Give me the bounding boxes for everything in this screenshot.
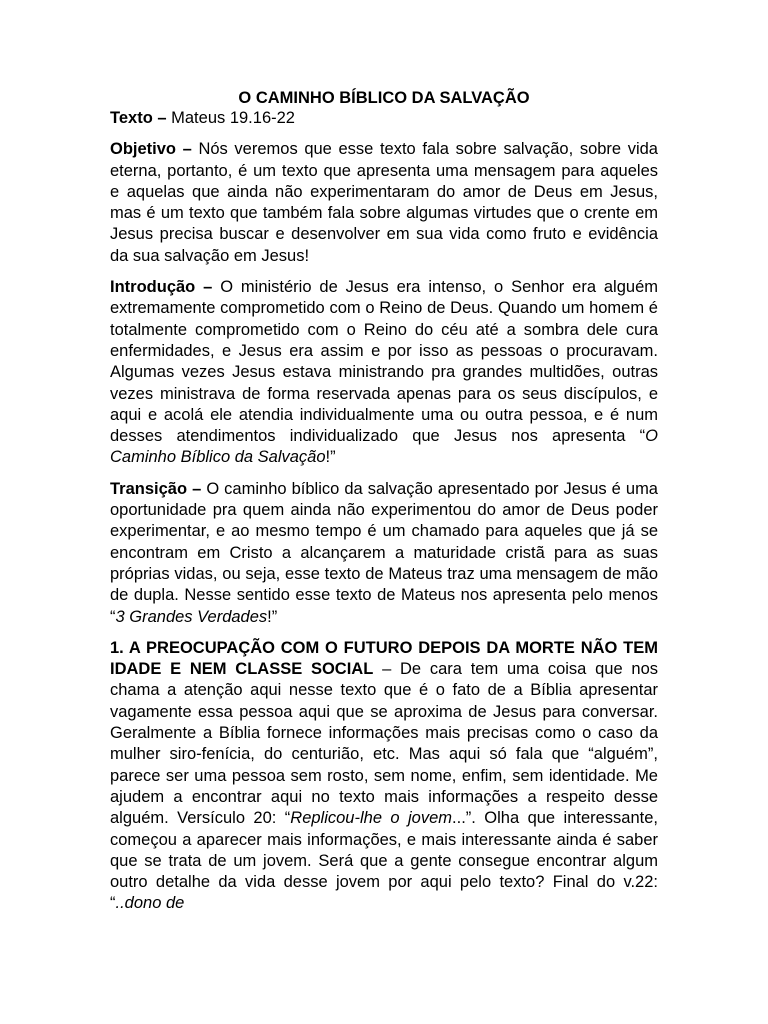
transicao-italic: 3 Grandes Verdades [115, 607, 268, 626]
introducao-label: Introdução – [110, 278, 213, 297]
introducao-italic: O Caminho Bíblico da Salvação [110, 427, 658, 467]
document-page [110, 88, 658, 915]
texto-reference: Mateus 19.16-22 [171, 109, 295, 127]
section-1-paragraph [110, 638, 658, 915]
objetivo-paragraph [110, 139, 658, 267]
objetivo-body: Nós veremos que esse texto fala sobre salvação, sobre vida eterna, portanto, é um texto que apresenta uma mensagem para aqueles e aquelas que ainda não experimentaram do amor de Deus em Jesus, mas é um texto que também fala sobre algumas virtudes que o crente em Jesus precisa buscar e desenvolver em sua vida como fruto e evidência da sua salvação em Jesus! [110, 140, 658, 265]
introducao-body: O ministério de Jesus era intenso, o Senhor era alguém extremamente comprometido com o Reino de Deus. Quando um homem é totalmente comprometido com o Reino do céu até a sombra dele cura enfermidades, e Jesus era assim e por isso as pessoas o procuravam. Algumas vezes Jesus estava ministrando pra grandes multidões, outras vezes ministrava de forma reservada apenas para os seus discípulos, e aqui e acolá ele atendia individualmente uma ou outra pessoa, e é num desses atendimentos individualizado que Jesus nos apresenta “ [110, 278, 658, 446]
transicao-label: Transição – [110, 479, 202, 498]
introducao-paragraph [110, 277, 658, 469]
transicao-paragraph [110, 479, 658, 628]
section-1-heading: 1. A PREOCUPAÇÃO COM O FUTURO DEPOIS DA MORTE NÃO TEM IDADE E NEM CLASSE SOCIAL [110, 638, 658, 679]
texto-line [110, 108, 658, 129]
section-1-body-part2: ...”. Olha que interessante, começou a aparecer mais informações, e mais interessante ainda é saber que se trata de um jovem. Será que a gente consegue encontrar algum outro detalhe da vida desse jovem por aqui pelo texto? Final do v.22: “ [110, 809, 658, 913]
section-1-italic-quote2: ..dono de [115, 894, 185, 913]
transicao-tail: !” [267, 607, 278, 626]
section-1-body-part1: – De cara tem uma coisa que nos chama a atenção aqui nesse texto que é o fato de a Bíblia apresentar vagamente essa pessoa aqui que se aproxima de Jesus para conversar. Geralmente a Bíblia fornece informações mais precisas como o caso da mulher siro-fenícia, do centurião, etc. Mas aqui só fala que “alguém”, parece ser uma pessoa sem rosto, sem nome, enfim, sem identidade. Me ajudem a encontrar aqui no texto mais informações a respeito desse alguém. Versículo 20: “ [110, 660, 659, 828]
section-1-italic-quote1: Replicou-lhe o jovem [290, 809, 453, 828]
texto-label: Texto – [110, 109, 167, 127]
transicao-body: O caminho bíblico da salvação apresentado por Jesus é uma oportunidade pra quem ainda não experimentou do amor de Deus poder experimentar, e ao mesmo tempo é um chamado para aqueles que já se encontram em Cristo a alcançarem a maturidade cristã para as suas próprias vidas, ou seja, esse texto de Mateus traz uma mensagem de mão de dupla. Nesse sentido esse texto de Mateus nos apresenta pelo menos “ [110, 479, 658, 626]
objetivo-label: Objetivo – [110, 140, 192, 159]
document-title: O CAMINHO BÍBLICO DA SALVAÇÃO [238, 89, 530, 107]
introducao-tail: !” [325, 448, 336, 467]
